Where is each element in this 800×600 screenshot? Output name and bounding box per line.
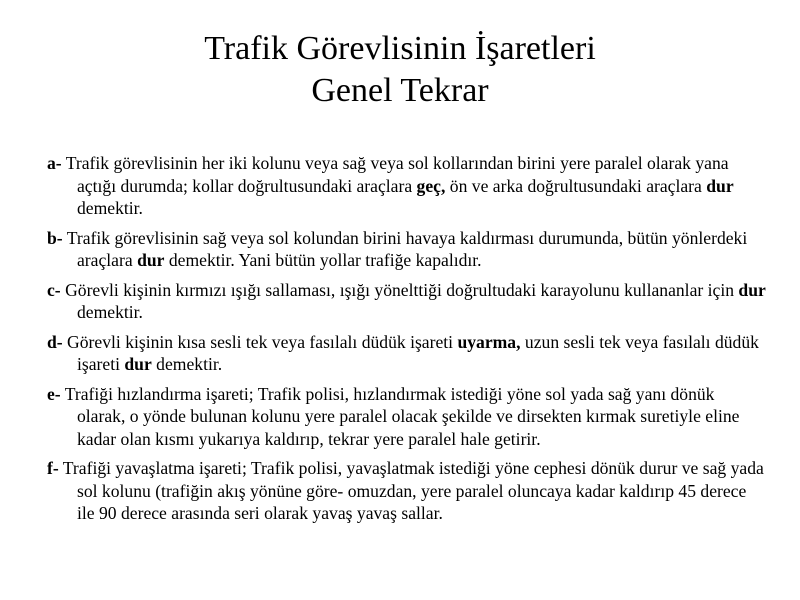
item-text: Trafik görevlisinin her iki kolunu veya sağ veya sol kollarından birini yere paralel olarak yana açtığı durumda; kollar doğrultusundaki araçlara (61, 153, 729, 196)
item-text: uzun sesli tek veya fasılalı düdük işareti (77, 331, 759, 374)
item-letter: f- (47, 458, 59, 478)
item-letter: e- (47, 383, 61, 404)
item-text-bold: uyarma, (457, 331, 521, 352)
list-item (47, 227, 767, 272)
item-text: Trafik görevlisinin sağ veya sol kolundan birini havaya kaldırması durumunda, bütün yönlerdeki araçlara (62, 227, 748, 270)
slide-title (0, 28, 800, 112)
item-text-bold: dur (738, 279, 766, 300)
title-line-1: Trafik Görevlisinin İşaretleri (204, 30, 596, 67)
item-text: Trafiği hızlandırma işareti; Trafik polisi, hızlandırmak istediği yöne sol yada sağ yanı dönük olarak, o yönde bulunan kolunu yere paralel olacak şekilde ve dirsekten kırmak suretiyle eline kadar olan kısmı yukarıya kaldırıp, tekrar yere paralel hale getirir. (60, 383, 740, 449)
item-list (47, 152, 767, 532)
item-text: Görevli kişinin kırmızı ışığı sallaması, ışığı yönelttiği doğrultudaki karayolunu kullananlar için (60, 279, 739, 300)
item-letter: b- (47, 227, 63, 248)
item-text-bold: dur (706, 175, 734, 196)
item-text: demektir. Yani bütün yollar trafiğe kapalıdır. (164, 250, 482, 270)
list-item (47, 331, 767, 376)
list-item (47, 383, 767, 451)
item-text: ön ve arka doğrultusundaki araçlara (445, 175, 707, 196)
item-text-bold: geç, (416, 175, 446, 196)
title-line-2: Genel Tekrar (311, 72, 489, 109)
item-text: Görevli kişinin kısa sesli tek veya fasılalı düdük işareti (62, 331, 458, 352)
item-letter: c- (47, 279, 61, 300)
list-item (47, 457, 767, 525)
item-letter: d- (47, 331, 63, 352)
list-item (47, 279, 767, 324)
item-text: demektir. (77, 302, 143, 322)
item-text-bold: dur (137, 250, 165, 270)
list-item (47, 152, 767, 220)
item-text: demektir. (151, 354, 223, 374)
item-text: Trafiği yavaşlatma işareti; Trafik polisi, yavaşlatmak istediği yöne cephesi dönük durur ve sağ yada sol kolunu (trafiğin akış yönüne göre- omuzdan, yere paralel oluncaya kadar kaldırıp 45 derece ile 90 derece arasında seri olarak yavaş yavaş sallar. (58, 458, 764, 523)
item-letter: a- (47, 153, 62, 173)
item-text-bold: dur (124, 354, 152, 374)
item-text: demektir. (77, 198, 143, 218)
